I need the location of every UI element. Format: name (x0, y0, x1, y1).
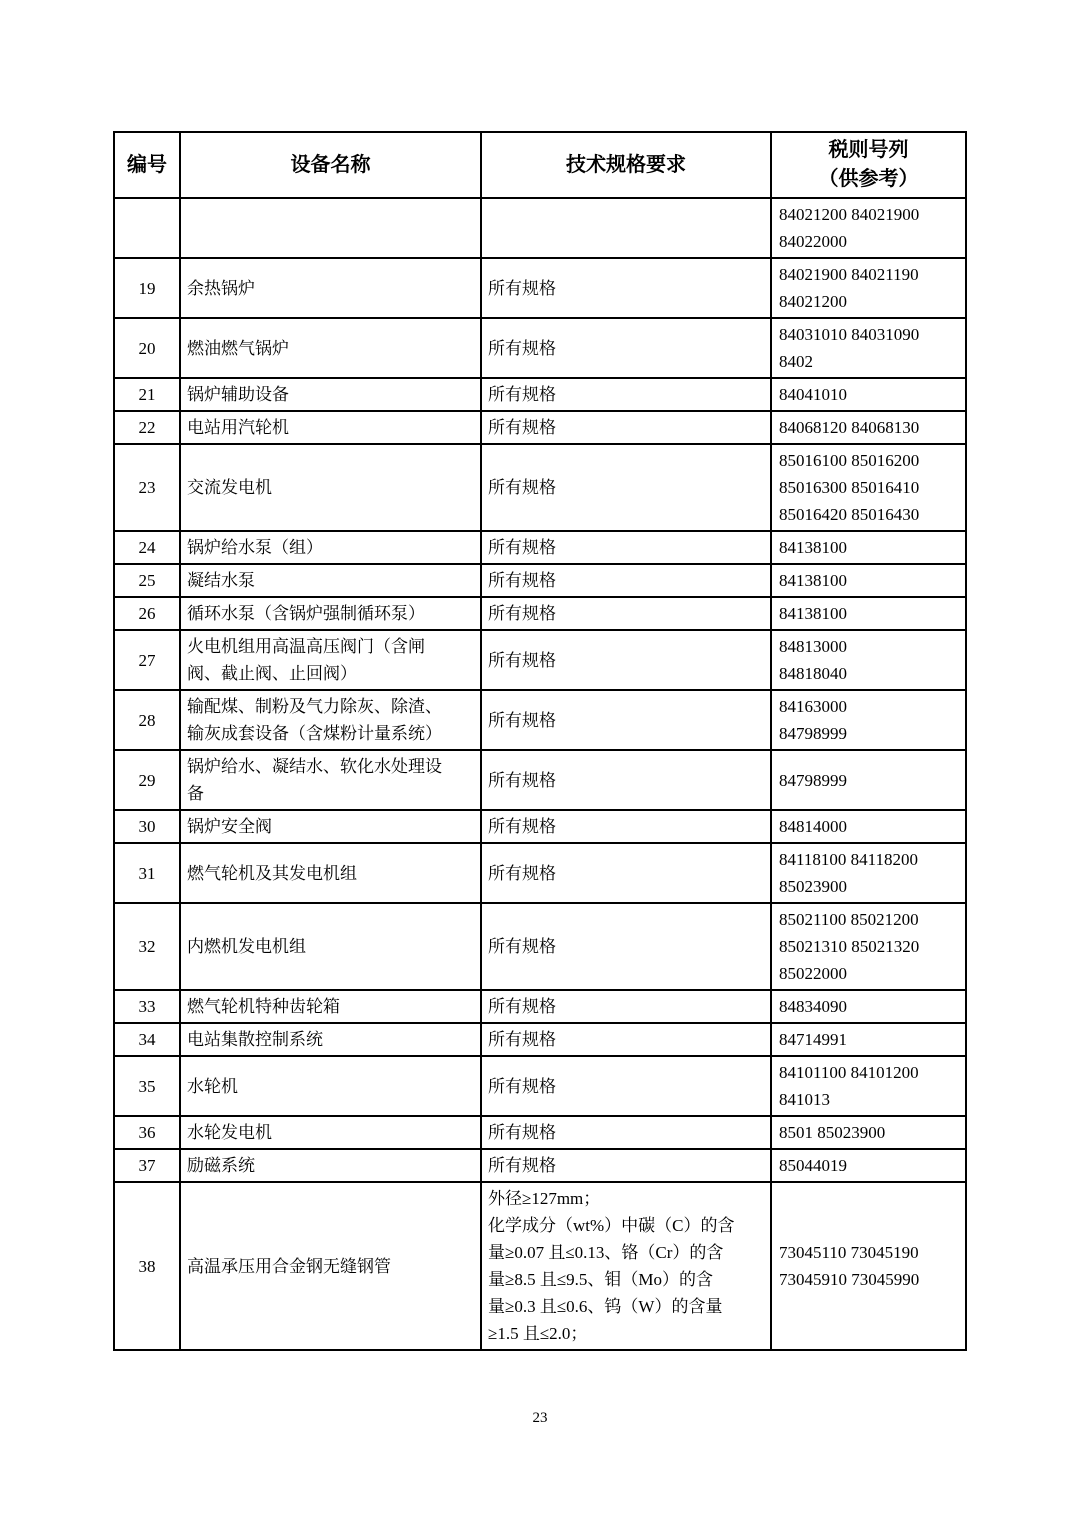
row-number: 31 (114, 843, 180, 903)
table-row (114, 258, 966, 318)
tariff-codes (771, 1182, 966, 1350)
equipment-name (180, 318, 481, 378)
row-number: 20 (114, 318, 180, 378)
table-row (114, 318, 966, 378)
row-number: 19 (114, 258, 180, 318)
equipment-name (180, 564, 481, 597)
equipment-name (180, 1116, 481, 1149)
tariff-codes (771, 411, 966, 444)
row-number: 23 (114, 444, 180, 531)
spec-requirement (481, 903, 771, 990)
table-row (114, 597, 966, 630)
spec-requirement (481, 531, 771, 564)
spec-requirement-line: 所有规格 (488, 278, 556, 298)
equipment-name-line: 高温承压用合金钢无缝钢管 (187, 1256, 391, 1276)
equipment-name (180, 690, 481, 750)
tariff-codes (771, 318, 966, 378)
spec-requirement (481, 1023, 771, 1056)
spec-requirement-line: 量≥8.5 且≤9.5、钼（Mo）的含 (488, 1270, 714, 1289)
table-row (114, 1149, 966, 1182)
equipment-name-line: 凝结水泵 (187, 571, 255, 590)
tariff-codes (771, 1149, 966, 1182)
spec-requirement (481, 990, 771, 1023)
equipment-name-line: 燃气轮机特种齿轮箱 (187, 997, 340, 1016)
equipment-name-line: 水轮发电机 (187, 1123, 272, 1142)
equipment-name (180, 597, 481, 630)
tariff-codes-line: 8501 85023900 (779, 1123, 886, 1142)
equipment-name-line: 电站用汽轮机 (187, 418, 289, 437)
tariff-codes-line: 84163000 (779, 697, 847, 716)
header-num: 编号 (114, 132, 180, 198)
spec-requirement (481, 690, 771, 750)
tariff-codes-line: 73045110 73045190 (779, 1243, 919, 1262)
row-number: 25 (114, 564, 180, 597)
tariff-codes-line: 84834090 (779, 997, 847, 1016)
table-row (114, 444, 966, 531)
tariff-codes (771, 444, 966, 531)
tariff-codes (771, 810, 966, 843)
tariff-codes (771, 597, 966, 630)
tariff-codes-line: 84021200 (779, 292, 847, 311)
tariff-codes (771, 1056, 966, 1116)
tariff-codes (771, 903, 966, 990)
table-row (114, 810, 966, 843)
spec-requirement-line: 所有规格 (488, 1076, 556, 1096)
tariff-codes-line: 84138100 (779, 604, 847, 623)
tariff-codes (771, 564, 966, 597)
table-row (114, 411, 966, 444)
tariff-codes (771, 1116, 966, 1149)
spec-requirement-line: 所有规格 (488, 1030, 556, 1049)
tariff-codes-line: 85021310 85021320 (779, 937, 920, 956)
spec-requirement (481, 1056, 771, 1116)
tariff-codes-line: 84814000 (779, 817, 847, 836)
table-row (114, 750, 966, 810)
spec-requirement-line: 所有规格 (488, 937, 556, 956)
equipment-name (180, 444, 481, 531)
tariff-codes-line: 85016300 85016410 (779, 478, 920, 497)
tariff-codes-line: 85023900 (779, 877, 847, 896)
tariff-codes-line: 85016100 85016200 (779, 451, 920, 470)
tariff-codes-line: 73045910 73045990 (779, 1270, 920, 1289)
spec-requirement-line: 所有规格 (488, 338, 556, 358)
spec-requirement (481, 1149, 771, 1182)
spec-requirement (481, 810, 771, 843)
tariff-codes (771, 990, 966, 1023)
tariff-codes-line: 84798999 (779, 724, 847, 743)
tariff-codes-line: 85022000 (779, 964, 847, 983)
spec-requirement (481, 378, 771, 411)
tariff-codes-line: 84022000 (779, 232, 847, 251)
row-number: 37 (114, 1149, 180, 1182)
tariff-codes (771, 1023, 966, 1056)
row-number: 33 (114, 990, 180, 1023)
spec-requirement (481, 411, 771, 444)
spec-requirement-line: 所有规格 (488, 1156, 556, 1175)
spec-requirement-line: ≥1.5 且≤2.0； (488, 1324, 588, 1343)
equipment-name-line: 锅炉辅助设备 (187, 385, 289, 404)
spec-requirement-line: 所有规格 (488, 817, 556, 836)
equipment-name (180, 531, 481, 564)
equipment-name-line: 阀、截止阀、止回阀） (187, 664, 357, 683)
tariff-codes-line: 85021100 85021200 (779, 910, 919, 929)
spec-requirement-line: 所有规格 (488, 538, 556, 557)
spec-requirement-line: 所有规格 (488, 997, 556, 1016)
equipment-name-line: 励磁系统 (187, 1156, 255, 1175)
tariff-codes (771, 198, 966, 258)
spec-requirement (481, 630, 771, 690)
equipment-name-line: 燃油燃气锅炉 (187, 338, 289, 358)
tariff-codes-line: 841013 (779, 1090, 830, 1109)
equipment-name-line: 输灰成套设备（含煤粉计量系统） (187, 724, 442, 743)
table-row (114, 1116, 966, 1149)
tariff-codes (771, 258, 966, 318)
tariff-codes-line: 84021200 84021900 (779, 205, 920, 224)
tariff-codes (771, 843, 966, 903)
table-row (114, 690, 966, 750)
equipment-name-line: 备 (187, 784, 204, 803)
spec-requirement-line: 化学成分（wt%）中碳（C）的含 (488, 1216, 735, 1235)
equipment-name-line: 锅炉安全阀 (187, 817, 272, 836)
spec-requirement (481, 843, 771, 903)
row-number: 32 (114, 903, 180, 990)
spec-requirement (481, 1116, 771, 1149)
row-number: 34 (114, 1023, 180, 1056)
equipment-name (180, 1149, 481, 1182)
tariff-codes-line: 84068120 84068130 (779, 418, 920, 437)
table-row (114, 564, 966, 597)
spec-requirement (481, 198, 771, 258)
row-number: 21 (114, 378, 180, 411)
spec-requirement (481, 597, 771, 630)
row-number: 22 (114, 411, 180, 444)
tariff-codes (771, 531, 966, 564)
spec-requirement-line: 外径≥127mm； (488, 1189, 601, 1208)
tariff-codes (771, 378, 966, 411)
table-row (114, 903, 966, 990)
row-number: 29 (114, 750, 180, 810)
page-number: 23 (532, 1410, 548, 1426)
row-number: 30 (114, 810, 180, 843)
equipment-name-line: 输配煤、制粉及气力除灰、除渣、 (187, 697, 442, 716)
spec-requirement-line: 所有规格 (488, 418, 556, 437)
tariff-codes-line: 84813000 (779, 637, 847, 656)
tariff-codes-line: 84818040 (779, 664, 847, 683)
tariff-codes-line: 85016420 85016430 (779, 505, 920, 524)
row-number: 24 (114, 531, 180, 564)
equipment-name (180, 1182, 481, 1350)
row-number (114, 198, 180, 258)
spec-requirement (481, 564, 771, 597)
spec-requirement-line: 所有规格 (488, 604, 556, 623)
tariff-codes-line: 84041010 (779, 385, 847, 404)
spec-requirement-line: 所有规格 (488, 710, 556, 730)
equipment-name (180, 810, 481, 843)
spec-requirement-line: 量≥0.07 且≤0.13、铬（Cr）的含 (488, 1243, 724, 1262)
table-body (114, 198, 966, 1350)
tariff-codes-line: 84031010 84031090 (779, 325, 920, 344)
table-row (114, 1023, 966, 1056)
row-number: 38 (114, 1182, 180, 1350)
tariff-codes-line: 84138100 (779, 571, 847, 590)
tariff-codes-line: 85044019 (779, 1156, 847, 1175)
equipment-name-line: 锅炉给水、凝结水、软化水处理设 (187, 757, 442, 776)
equipment-name (180, 843, 481, 903)
header-tariff-line1: 税则号列 (828, 139, 909, 161)
spec-requirement (481, 318, 771, 378)
header-equipment-name: 设备名称 (180, 132, 481, 198)
equipment-name (180, 1023, 481, 1056)
tariff-codes (771, 690, 966, 750)
row-number: 35 (114, 1056, 180, 1116)
tariff-codes-line: 84714991 (779, 1030, 847, 1049)
header-tariff (771, 132, 966, 198)
tariff-codes-line: 84021900 84021190 (779, 265, 919, 284)
table-row (114, 531, 966, 564)
spec-requirement-line: 所有规格 (488, 770, 556, 790)
equipment-name-line: 火电机组用高温高压阀门（含闸 (187, 637, 425, 656)
row-number: 28 (114, 690, 180, 750)
spec-requirement-line: 量≥0.3 且≤0.6、钨（W）的含量 (488, 1297, 723, 1316)
equipment-name-line: 水轮机 (187, 1076, 238, 1096)
spec-requirement (481, 444, 771, 531)
tariff-codes (771, 630, 966, 690)
spec-requirement (481, 1182, 771, 1350)
row-number: 27 (114, 630, 180, 690)
equipment-name-line: 余热锅炉 (187, 278, 255, 298)
table-row (114, 1182, 966, 1350)
equipment-name-line: 锅炉给水泵（组） (187, 538, 323, 557)
tariff-codes-line: 84798999 (779, 770, 847, 790)
table-row (114, 198, 966, 258)
table-row (114, 630, 966, 690)
tariff-codes-line: 84101100 84101200 (779, 1063, 919, 1082)
tariff-codes (771, 750, 966, 810)
table-row (114, 378, 966, 411)
spec-requirement-line: 所有规格 (488, 1123, 556, 1142)
table-row (114, 990, 966, 1023)
equipment-name-line: 交流发电机 (187, 478, 272, 497)
header-spec: 技术规格要求 (481, 132, 771, 198)
spec-requirement (481, 258, 771, 318)
tariff-codes-line: 84118100 84118200 (779, 850, 918, 869)
equipment-name-line: 循环水泵（含锅炉强制循环泵） (187, 604, 425, 623)
equipment-name (180, 1056, 481, 1116)
equipment-name (180, 903, 481, 990)
equipment-name (180, 630, 481, 690)
tariff-codes-line: 84138100 (779, 538, 847, 557)
equipment-name (180, 258, 481, 318)
equipment-name (180, 750, 481, 810)
spec-requirement-line: 所有规格 (488, 385, 556, 404)
equipment-name (180, 990, 481, 1023)
spec-requirement (481, 750, 771, 810)
table-row (114, 843, 966, 903)
spec-requirement-line: 所有规格 (488, 571, 556, 590)
row-number: 36 (114, 1116, 180, 1149)
spec-requirement-line: 所有规格 (488, 863, 556, 883)
tariff-codes-line: 8402 (779, 352, 813, 371)
row-number: 26 (114, 597, 180, 630)
equipment-name (180, 411, 481, 444)
equipment-name-line: 内燃机发电机组 (187, 937, 306, 956)
equipment-name-line: 燃气轮机及其发电机组 (187, 863, 357, 883)
header-row (114, 132, 966, 198)
equipment-table (113, 131, 967, 1351)
equipment-name (180, 378, 481, 411)
table-row (114, 1056, 966, 1116)
equipment-name-line: 电站集散控制系统 (187, 1030, 323, 1049)
spec-requirement-line: 所有规格 (488, 650, 556, 670)
spec-requirement-line: 所有规格 (488, 478, 556, 497)
equipment-name (180, 198, 481, 258)
header-tariff-line2: （供参考） (818, 168, 919, 190)
